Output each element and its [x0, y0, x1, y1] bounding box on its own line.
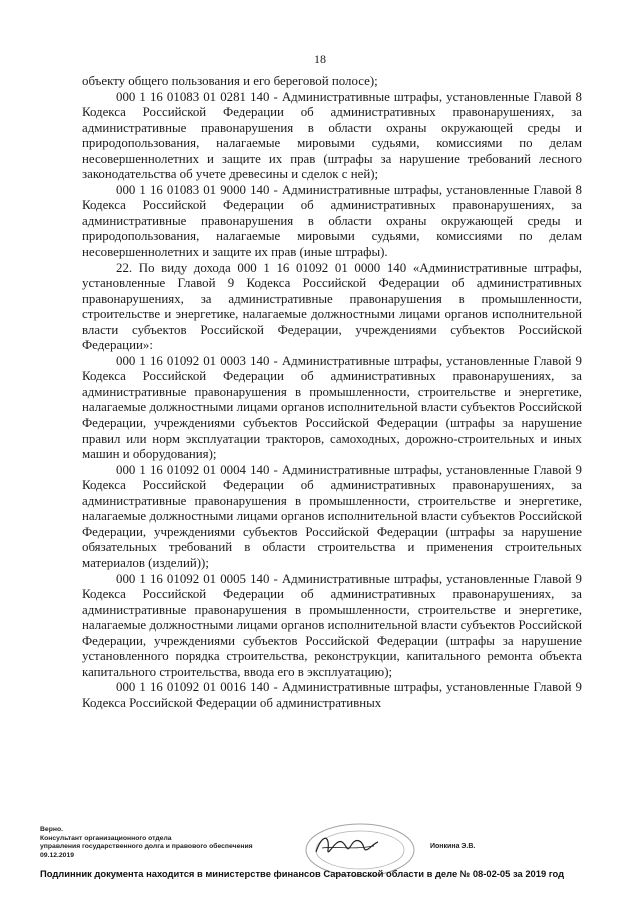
paragraph: объекту общего пользования и его береговой полосе);: [82, 74, 378, 88]
signer-name: Ионкина Э.В.: [430, 843, 476, 850]
certification-line: управления государственного долга и правового обеспечения: [40, 843, 253, 850]
paragraph: 22. По виду дохода 000 1 16 01092 01 0000 140 «Административные штрафы, установленные Главой 9 Кодекса Российской Федерации об административных правонарушениях, за административные правонарушения в промышленности, строительстве и энергетике, налагаемые должностными лицами органов исполнительной власти субъектов Российской Федерации, учреждениями субъектов Российской Федерации»:: [82, 260, 582, 353]
page-number: 18: [314, 52, 326, 66]
certification-date: 09.12.2019: [40, 851, 75, 859]
paragraph: 000 1 16 01092 01 0005 140 - Административные штрафы, установленные Главой 9 Кодекса Российской Федерации об административных правонарушениях, за административные правонарушения в промышленности, строительстве и энергетике, налагаемые должностными лицами органов исполнительной власти субъектов Российской Федерации, учреждениями субъектов Российской Федерации (штрафы за нарушение установленного порядка строительства, реконструкции, капитального ремонта объекта капитального строительства, ввода его в эксплуатацию);: [82, 571, 582, 679]
certification-line: Верно.: [40, 826, 63, 833]
paragraph: 000 1 16 01083 01 9000 140 - Административные штрафы, установленные Главой 8 Кодекса Российской Федерации об административных правонарушениях, за административные правонарушения в области охраны окружающей среды и природопользования, налагаемые мировыми судьями, комиссиями по делам несовершеннолетних и защите их прав (иные штрафы).: [82, 182, 582, 260]
certification-footer: [40, 826, 600, 879]
certification-line: Консультант организационного отдела: [40, 834, 172, 842]
paragraph: 000 1 16 01083 01 0281 140 - Административные штрафы, установленные Главой 8 Кодекса Российской Федерации об административных правонарушениях, за административные правонарушения в области охраны окружающей среды и природопользования, налагаемые мировыми судьями, комиссиями по делам несовершеннолетних и защите их прав (штрафы за нарушение требований лесного законодательства об учете древесины и сделок с ней);: [82, 89, 582, 182]
document-body: [82, 74, 582, 711]
certification-block: [40, 826, 600, 860]
paragraph: 000 1 16 01092 01 0003 140 - Административные штрафы, установленные Главой 9 Кодекса Российской Федерации об административных правонарушениях, за административные правонарушения в промышленности, строительстве и энергетике, налагаемые должностными лицами органов исполнительной власти субъектов Российской Федерации, учреждениями субъектов Российской Федерации (штрафы за нарушение правил или норм эксплуатации тракторов, самоходных, дорожно-строительных и иных машин и оборудования);: [82, 353, 582, 462]
original-location-note: Подлинник документа находится в министерстве финансов Саратовской области в деле № 08-02-05 за 2019 год: [40, 868, 565, 879]
paragraph: 000 1 16 01092 01 0016 140 - Административные штрафы, установленные Главой 9 Кодекса Российской Федерации об административных: [82, 680, 582, 710]
paragraph: 000 1 16 01092 01 0004 140 - Административные штрафы, установленные Главой 9 Кодекса Российской Федерации об административных правонарушениях, за административные правонарушения в промышленности, строительстве и энергетике, налагаемые должностными лицами органов исполнительной власти субъектов Российской Федерации, учреждениями субъектов Российской Федерации (штрафы за нарушение обязательных требований в области строительства и применения строительных материалов (изделий));: [82, 462, 582, 570]
